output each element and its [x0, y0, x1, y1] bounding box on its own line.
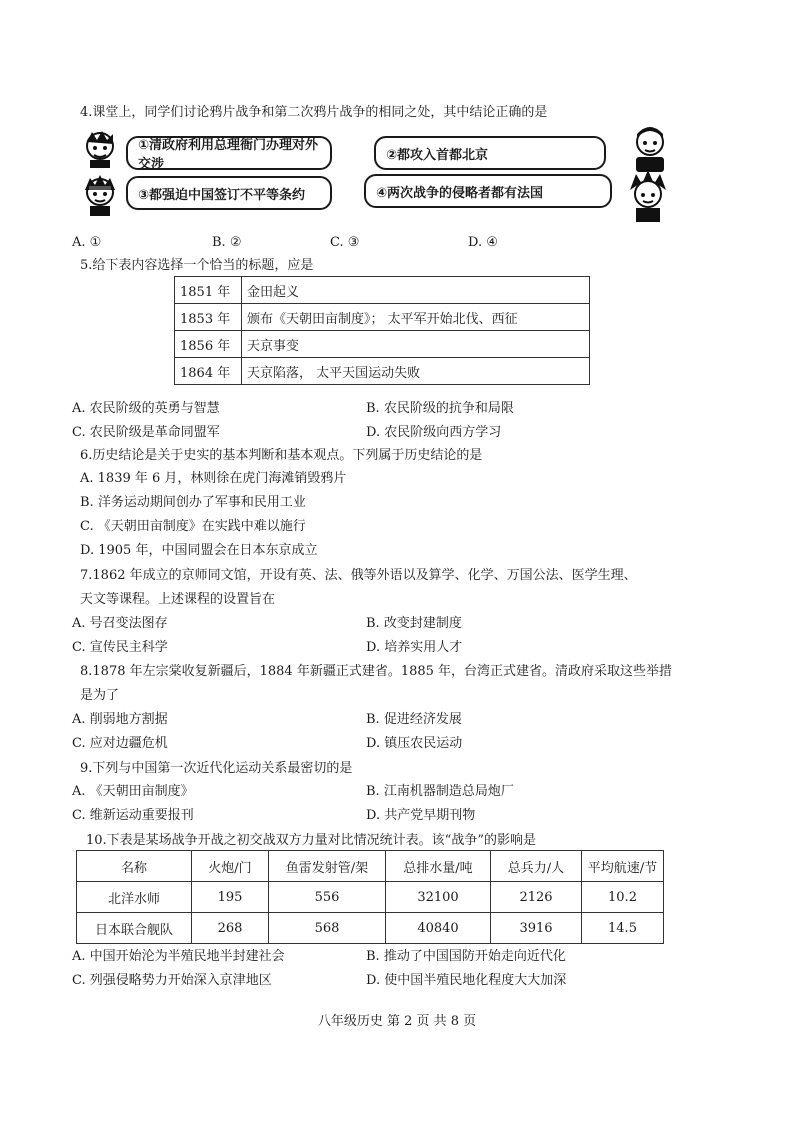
q8-stem-line1: 8.1878 年左宗棠收复新疆后，1884 年新疆正式建省。1885 年，台湾正式建省。清政府采取这些举措 — [80, 664, 673, 679]
q5-stem: 5.给下表内容选择一个恰当的标题，应是 — [80, 258, 314, 273]
q10-option-a[interactable]: A. 中国开始沦为半殖民地半封建社会 — [72, 949, 285, 964]
speech-bubble-1: ①清政府利用总理衙门办理对外交涉 — [126, 136, 332, 170]
q10-option-d[interactable]: D. 使中国半殖民地化程度大大加深 — [366, 973, 567, 988]
q10-option-b[interactable]: B. 推动了中国国防开始走向近代化 — [366, 949, 566, 964]
q9-stem: 9.下列与中国第一次近代化运动关系最密切的是 — [80, 761, 353, 776]
student-avatar-icon — [628, 124, 672, 172]
q9-option-d[interactable]: D. 共产党早期刊物 — [366, 808, 476, 823]
table-row: 日本联合舰队 268 568 40840 3916 14.5 — [77, 913, 664, 944]
table-row: 1853 年 颁布《天朝田亩制度》； 太平军开始北伐、西征 — [175, 304, 590, 331]
q7-option-d[interactable]: D. 培养实用人才 — [366, 640, 463, 655]
q4-stem: 4.课堂上，同学们讨论鸦片战争和第二次鸦片战争的相同之处，其中结论正确的是 — [80, 105, 548, 120]
q4-option-a[interactable]: A. ① — [72, 235, 102, 250]
q9-option-a[interactable]: A. 《天朝田亩制度》 — [72, 784, 194, 799]
student-avatar-icon — [624, 170, 672, 222]
q7-option-c[interactable]: C. 宣传民主科学 — [72, 640, 168, 655]
q7-stem-line1: 7.1862 年成立的京师同文馆，开设有英、法、俄等外语以及算学、化学、万国公法、医学生理、 — [80, 568, 637, 583]
q10-stem: 10.下表是某场战争开战之初交战双方力量对比情况统计表。该“战争”的影响是 — [86, 833, 536, 848]
table-row: 1856 年 天京事变 — [175, 331, 590, 358]
table-row: 1864 年 天京陷落， 太平天国运动失败 — [175, 358, 590, 385]
q5-option-a[interactable]: A. 农民阶级的英勇与智慧 — [72, 401, 220, 416]
q8-option-d[interactable]: D. 镇压农民运动 — [366, 736, 463, 751]
speech-bubble-3: ③都强迫中国签订不平等条约 — [126, 176, 332, 210]
q6-stem: 6.历史结论是关于史实的基本判断和基本观点。下列属于历史结论的是 — [80, 448, 483, 463]
q10-option-c[interactable]: C. 列强侵略势力开始深入京津地区 — [72, 973, 272, 988]
student-avatar-icon — [80, 172, 120, 216]
table-row: 1851 年 金田起义 — [175, 277, 590, 304]
student-avatar-icon — [80, 128, 120, 168]
q7-option-a[interactable]: A. 号召变法图存 — [72, 616, 168, 631]
q8-stem-line2: 是为了 — [80, 688, 120, 703]
q8-option-c[interactable]: C. 应对边疆危机 — [72, 736, 168, 751]
q8-option-b[interactable]: B. 促进经济发展 — [366, 712, 462, 727]
q4-option-c[interactable]: C. ③ — [330, 235, 360, 250]
table-row: 北洋水师 195 556 32100 2126 10.2 — [77, 882, 664, 913]
q6-option-b[interactable]: B. 洋务运动期间创办了军事和民用工业 — [80, 495, 306, 510]
q5-option-c[interactable]: C. 农民阶级是革命同盟军 — [72, 425, 220, 440]
page-footer: 八年级历史 第 2 页 共 8 页 — [317, 1014, 477, 1029]
q4-option-b[interactable]: B. ② — [212, 235, 242, 250]
q6-option-c[interactable]: C. 《天朝田亩制度》在实践中难以施行 — [80, 519, 306, 534]
q10-table — [76, 850, 664, 944]
table-header-row: 名称 火炮/门 鱼雷发射管/架 总排水量/吨 总兵力/人 平均航速/节 — [77, 851, 664, 882]
q9-option-c[interactable]: C. 维新运动重要报刊 — [72, 808, 194, 823]
q7-stem-line2: 天文等课程。上述课程的设置旨在 — [80, 592, 276, 607]
q4-option-d[interactable]: D. ④ — [468, 235, 498, 250]
q6-option-a[interactable]: A. 1839 年 6 月，林则徐在虎门海滩销毁鸦片 — [80, 471, 347, 486]
q5-option-b[interactable]: B. 农民阶级的抗争和局限 — [366, 401, 514, 416]
speech-bubble-4: ④两次战争的侵略者都有法国 — [364, 174, 612, 208]
q5-table — [174, 276, 590, 385]
q8-option-a[interactable]: A. 削弱地方割据 — [72, 712, 168, 727]
q5-option-d[interactable]: D. 农民阶级向西方学习 — [366, 425, 502, 440]
q6-option-d[interactable]: D. 1905 年，中国同盟会在日本东京成立 — [80, 543, 318, 558]
q7-option-b[interactable]: B. 改变封建制度 — [366, 616, 462, 631]
q9-option-b[interactable]: B. 江南机器制造总局炮厂 — [366, 784, 514, 799]
speech-bubble-2: ②都攻入首都北京 — [374, 136, 606, 170]
